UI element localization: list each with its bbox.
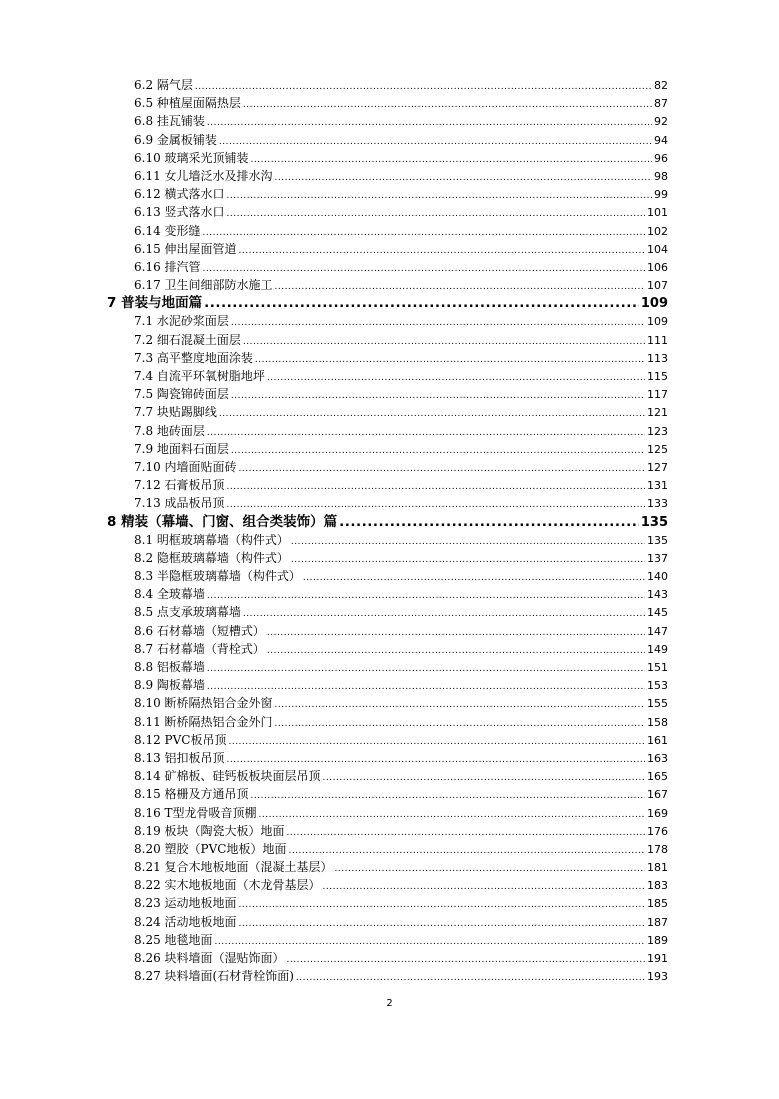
toc-entry-page: 133 (647, 497, 668, 511)
dot-leader (231, 314, 645, 330)
toc-section-entry[interactable] (107, 549, 668, 567)
toc-chapter-entry[interactable] (107, 294, 668, 312)
toc-entry-title: 6.5 种植屋面隔热层 (134, 96, 241, 111)
toc-section-entry[interactable] (107, 440, 668, 458)
toc-entry-page: 167 (647, 788, 668, 802)
toc-section-entry[interactable] (107, 167, 668, 185)
toc-entry-title: 8.3 半隐框玻璃幕墙（构件式） (134, 569, 301, 584)
toc-entry-page: 109 (647, 315, 668, 329)
toc-entry-title: 6.8 挂瓦铺装 (134, 114, 205, 129)
toc-entry-title: 8.2 隐框玻璃幕墙（构件式） (134, 550, 289, 565)
toc-entry-page: 135 (647, 533, 668, 547)
dot-leader (231, 387, 645, 403)
toc-section-entry[interactable] (107, 749, 668, 767)
toc-section-entry[interactable] (107, 622, 668, 640)
toc-entry-title: 6.17 卫生间细部防水施工 (134, 278, 273, 293)
toc-entry-title: 8.12 PVC板吊顶 (134, 732, 227, 747)
toc-entry-title: 8.19 板块（陶瓷大板）地面 (134, 823, 285, 838)
dot-leader (227, 187, 652, 203)
dot-leader (339, 513, 639, 531)
toc-entry-page: 104 (647, 242, 668, 256)
toc-section-entry[interactable] (107, 403, 668, 421)
toc-section-entry[interactable] (107, 258, 668, 276)
toc-section-entry[interactable] (107, 94, 668, 112)
toc-entry-title: 7.4 自流平环氧树脂地坪 (134, 369, 265, 383)
toc-entry-title: 8 精装（幕墙、门窗、组合类装饰）篇 (107, 513, 338, 530)
toc-entry-page: 123 (647, 424, 668, 438)
toc-section-entry[interactable] (107, 185, 668, 203)
toc-entry-page: 96 (654, 151, 668, 165)
toc-entry-title: 8.8 铝板幕墙 (134, 660, 205, 674)
dot-leader (296, 969, 645, 985)
toc-section-entry[interactable] (107, 713, 668, 731)
dot-leader (239, 915, 645, 931)
toc-entry-title: 6.13 竖式落水口 (134, 205, 225, 220)
dot-leader (203, 260, 645, 276)
toc-entry-title: 8.14 矿棉板、硅钙板板块面层吊顶 (134, 769, 321, 784)
toc-section-entry[interactable] (107, 494, 668, 512)
dot-leader (243, 96, 652, 112)
toc-entry-title: 7.1 水泥砂浆面层 (134, 314, 229, 329)
toc-entry-page: 189 (647, 933, 668, 947)
toc-entry-page: 111 (647, 333, 668, 347)
toc-entry-page: 181 (647, 861, 668, 875)
dot-leader (251, 787, 645, 803)
dot-leader (239, 460, 645, 476)
toc-section-entry[interactable] (107, 640, 668, 658)
page-number: 2 (386, 998, 393, 1009)
dot-leader (207, 424, 645, 440)
dot-leader (259, 806, 645, 822)
dot-leader (239, 896, 645, 912)
dot-leader (219, 405, 645, 421)
toc-section-entry[interactable] (107, 694, 668, 712)
toc-section-entry[interactable] (107, 331, 668, 349)
toc-section-entry[interactable] (107, 203, 668, 221)
toc-section-entry[interactable] (107, 276, 668, 294)
toc-entry-title: 6.10 玻璃采光顶铺装 (134, 150, 249, 165)
toc-entry-page: 106 (647, 260, 668, 274)
toc-entry-title: 8.23 运动地板地面 (134, 896, 237, 911)
toc-section-entry[interactable] (107, 894, 668, 912)
toc-entry-title: 7 普装与地面篇 (107, 295, 203, 312)
dot-leader (207, 587, 645, 603)
dot-leader (219, 133, 652, 149)
dot-leader (275, 715, 645, 731)
toc-entry-page: 107 (647, 279, 668, 293)
toc-entry-page: 92 (654, 115, 668, 129)
toc-entry-page: 140 (647, 570, 668, 584)
toc-entry-page: 165 (647, 770, 668, 784)
toc-entry-title: 8.5 点支承玻璃幕墙 (134, 605, 241, 620)
toc-entry-title: 7.3 高平整度地面涂装 (134, 350, 253, 365)
toc-entry-title: 8.13 铝扣板吊顶 (134, 750, 225, 765)
dot-leader (303, 569, 645, 585)
dot-leader (227, 205, 645, 221)
toc-entry-page: 178 (647, 842, 668, 856)
toc-section-entry[interactable] (107, 804, 668, 822)
dot-leader (207, 660, 645, 676)
toc-section-entry[interactable] (107, 349, 668, 367)
toc-entry-page: 121 (647, 406, 668, 420)
toc-entry-page: 109 (640, 296, 668, 312)
dot-leader (207, 678, 645, 694)
toc-entry-title: 8.11 断桥隔热铝合金外门 (134, 714, 273, 729)
toc-entry-title: 8.25 地毯地面 (134, 932, 213, 947)
toc-section-entry[interactable] (107, 858, 668, 876)
toc-entry-title: 6.16 排汽管 (134, 259, 201, 274)
dot-leader (267, 624, 645, 640)
toc-entry-page: 176 (647, 824, 668, 838)
toc-entry-title: 8.16 T型龙骨吸音顶棚 (134, 805, 257, 820)
dot-leader (288, 842, 645, 858)
toc-entry-title: 6.12 横式落水口 (134, 187, 225, 202)
toc-section-entry[interactable] (107, 531, 668, 549)
toc-entry-title: 7.12 石膏板吊顶 (134, 478, 225, 493)
toc-entry-page: 115 (647, 370, 668, 383)
toc-entry-title: 8.4 全玻幕墙 (134, 587, 205, 602)
dot-leader (267, 369, 645, 385)
toc-section-entry[interactable] (107, 222, 668, 240)
toc-entry-page: 193 (647, 970, 668, 984)
toc-section-entry[interactable] (107, 967, 668, 985)
toc-section-entry[interactable] (107, 240, 668, 258)
toc-section-entry[interactable] (107, 676, 668, 694)
toc-entry-page: 102 (647, 224, 668, 238)
dot-leader (323, 769, 645, 785)
dot-leader (227, 751, 645, 767)
toc-chapter-entry[interactable] (107, 513, 668, 531)
dot-leader (251, 151, 652, 167)
toc-entry-page: 158 (647, 715, 668, 729)
toc-entry-title: 7.5 陶瓷锦砖面层 (134, 387, 229, 402)
toc-section-entry[interactable] (107, 422, 668, 440)
toc-entry-title: 8.7 石材幕墙（背栓式） (134, 641, 265, 656)
table-of-contents (107, 76, 668, 985)
toc-entry-page: 155 (647, 697, 668, 711)
toc-entry-title: 7.2 细石混凝土面层 (134, 332, 241, 347)
toc-entry-page: 87 (654, 97, 668, 111)
dot-leader (267, 642, 645, 658)
dot-leader (287, 951, 645, 967)
toc-entry-title: 7.7 块贴踢脚线 (134, 405, 217, 420)
toc-section-entry[interactable] (107, 731, 668, 749)
toc-entry-title: 7.10 内墙面贴面砖 (134, 459, 237, 474)
toc-section-entry[interactable] (107, 876, 668, 894)
toc-entry-page: 99 (654, 188, 668, 202)
toc-section-entry[interactable] (107, 112, 668, 130)
toc-entry-title: 8.27 块料墙面(石材背栓饰面) (134, 969, 294, 984)
dot-leader (227, 478, 645, 494)
toc-entry-title: 8.10 断桥隔热铝合金外窗 (134, 696, 273, 711)
dot-leader (207, 114, 652, 130)
dot-leader (227, 496, 645, 512)
toc-entry-title: 8.21 复合木地板地面（混凝土基层） (134, 860, 333, 875)
toc-entry-page: 163 (647, 751, 668, 765)
toc-section-entry[interactable] (107, 476, 668, 494)
toc-entry-title: 8.6 石材幕墙（短槽式） (134, 623, 265, 638)
dot-leader (243, 605, 645, 621)
dot-leader (291, 551, 645, 567)
toc-entry-title: 7.8 地砖面层 (134, 423, 205, 438)
dot-leader (335, 860, 645, 876)
toc-entry-page: 169 (647, 806, 668, 820)
toc-entry-page: 125 (647, 442, 668, 456)
toc-entry-page: 82 (654, 79, 668, 92)
toc-entry-title: 8.1 明框玻璃幕墙（构件式） (134, 532, 289, 547)
toc-entry-title: 8.9 陶板幕墙 (134, 678, 205, 693)
toc-section-entry[interactable] (107, 658, 668, 676)
toc-section-entry[interactable] (107, 603, 668, 621)
toc-entry-page: 98 (654, 169, 668, 183)
toc-entry-title: 8.15 格栅及方通吊顶 (134, 787, 249, 802)
toc-entry-title: 7.13 成品板吊顶 (134, 496, 225, 511)
dot-leader (275, 169, 652, 185)
toc-entry-title: 8.24 活动地板地面 (134, 914, 237, 929)
toc-entry-title: 6.15 伸出屋面管道 (134, 241, 237, 256)
toc-entry-page: 185 (647, 897, 668, 911)
toc-section-entry[interactable] (107, 585, 668, 603)
toc-entry-title: 7.9 地面料石面层 (134, 441, 229, 456)
dot-leader (239, 242, 645, 258)
toc-entry-page: 187 (647, 915, 668, 929)
toc-entry-page: 145 (647, 606, 668, 620)
dot-leader (275, 278, 645, 294)
toc-entry-page: 149 (647, 642, 668, 656)
toc-entry-page: 161 (647, 733, 668, 747)
toc-entry-page: 113 (647, 351, 668, 365)
toc-section-entry[interactable] (107, 312, 668, 330)
toc-section-entry[interactable] (107, 76, 668, 94)
toc-entry-title: 6.9 金属板铺装 (134, 132, 217, 147)
toc-section-entry[interactable] (107, 767, 668, 785)
dot-leader (203, 224, 645, 240)
toc-entry-title: 6.11 女儿墙泛水及排水沟 (134, 168, 273, 183)
toc-section-entry[interactable] (107, 458, 668, 476)
toc-section-entry[interactable] (107, 840, 668, 858)
dot-leader (255, 351, 645, 367)
dot-leader (215, 933, 645, 949)
toc-section-entry[interactable] (107, 567, 668, 585)
toc-section-entry[interactable] (107, 785, 668, 803)
toc-entry-page: 94 (654, 133, 668, 147)
toc-section-entry[interactable] (107, 367, 668, 385)
toc-entry-title: 8.22 实木地板地面（木龙骨基层） (134, 878, 321, 893)
toc-entry-page: 101 (647, 206, 668, 220)
dot-leader (287, 824, 645, 840)
toc-entry-page: 137 (647, 551, 668, 565)
dot-leader (228, 733, 645, 749)
toc-section-entry[interactable] (107, 931, 668, 949)
toc-entry-page: 117 (647, 388, 668, 402)
toc-entry-page: 143 (647, 588, 668, 602)
toc-section-entry[interactable] (107, 913, 668, 931)
toc-entry-page: 153 (647, 679, 668, 693)
toc-entry-page: 131 (647, 479, 668, 493)
toc-entry-title: 8.20 塑胶（PVC地板）地面 (134, 841, 287, 856)
dot-leader (231, 442, 645, 458)
toc-entry-page: 135 (640, 514, 668, 530)
dot-leader (204, 294, 639, 312)
toc-section-entry[interactable] (107, 131, 668, 149)
dot-leader (243, 333, 645, 349)
toc-entry-page: 127 (647, 460, 668, 474)
toc-entry-page: 147 (647, 624, 668, 638)
toc-entry-title: 8.26 块料墙面（湿贴饰面） (134, 951, 285, 965)
toc-section-entry[interactable] (107, 949, 668, 967)
toc-entry-title: 6.14 变形缝 (134, 223, 201, 238)
toc-section-entry[interactable] (107, 385, 668, 403)
toc-entry-page: 183 (647, 879, 668, 893)
dot-leader (323, 878, 645, 894)
toc-entry-page: 151 (647, 661, 668, 674)
toc-entry-page: 191 (647, 952, 668, 965)
toc-section-entry[interactable] (107, 822, 668, 840)
toc-entry-title: 6.2 隔气层 (134, 78, 193, 92)
dot-leader (195, 78, 652, 94)
toc-section-entry[interactable] (107, 149, 668, 167)
dot-leader (275, 696, 645, 712)
dot-leader (291, 533, 645, 549)
